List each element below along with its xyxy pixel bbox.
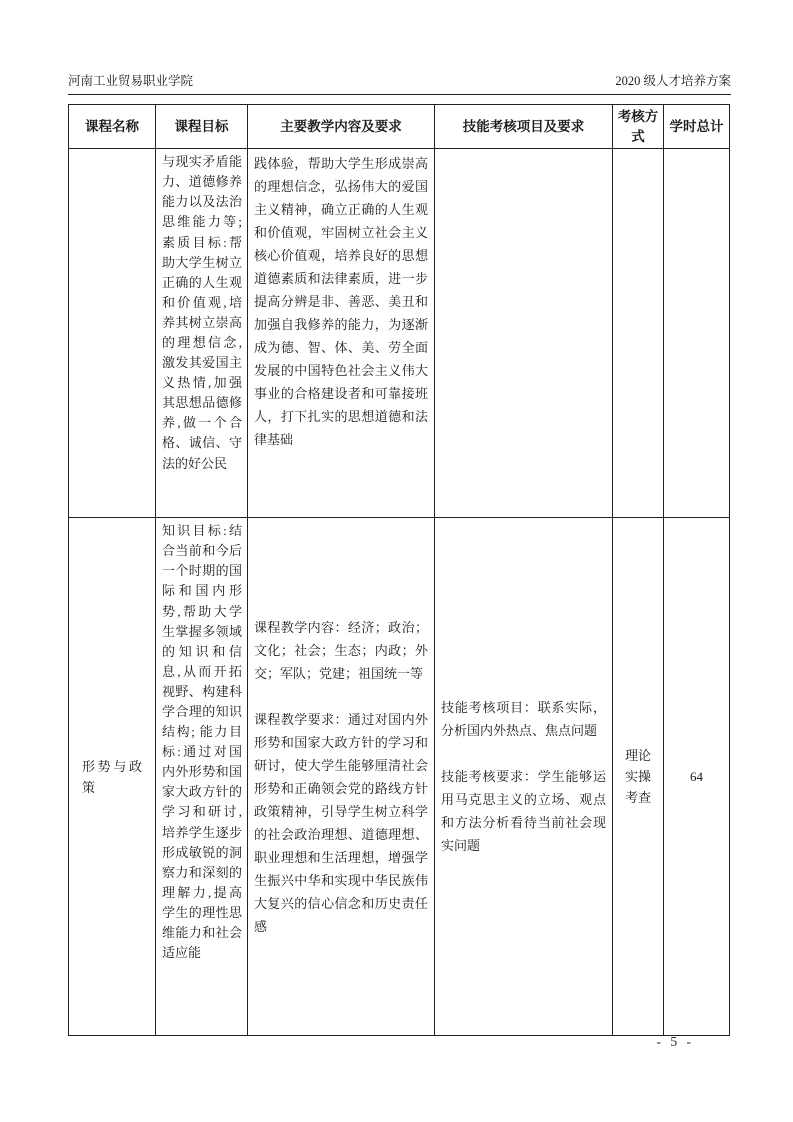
cell-skill-assessment	[435, 149, 613, 518]
method-line: 实操	[624, 769, 651, 785]
table-header-row	[69, 105, 730, 149]
cell-total-hours: 64	[664, 518, 730, 1036]
assessment-requirement-paragraph: 技能考核要求：学生能够运用马克思主义的立场、观点和方法分析看待当前社会现实问题	[441, 769, 606, 854]
header-plan-title: 2020 级人才培养方案	[615, 74, 731, 88]
column-header-total-hours: 学时总计	[664, 105, 730, 149]
page-number: - 5 -	[656, 1034, 694, 1049]
teaching-requirement-paragraph: 课程教学要求：通过对国内外形势和国家大政方针的学习和研讨，使大学生能够厘清社会形势和正确领会党的路线方针政策精神，引导学生树立科学的社会政治理想、道德理想、职业理想和生活理想，增强学生振兴中华和实现中华民族伟大复兴的信心信念和历史责任感	[254, 711, 428, 934]
teaching-content-paragraph: 课程教学内容：经济；政治；文化；社会；生态；内政；外交；军队；党建；祖国统一等	[254, 619, 428, 681]
cell-teaching-content	[248, 518, 435, 1036]
page-footer	[68, 1034, 731, 1050]
column-header-assessment-method: 考核方式	[613, 105, 664, 149]
column-header-skill-assessment: 技能考核项目及要求	[435, 105, 613, 149]
method-line: 考查	[624, 790, 651, 806]
header-rule	[68, 94, 731, 95]
table-row	[69, 149, 730, 518]
cell-total-hours	[664, 149, 730, 518]
assessment-item-paragraph: 技能考核项目：联系实际，分析国内外热点、焦点问题	[441, 700, 606, 739]
table-row	[69, 518, 730, 1036]
method-line: 理论	[624, 748, 651, 764]
cell-course-objectives: 与现实矛盾能力、道德修养能力以及法治思维能力等;素质目标:帮助大学生树立正确的人生观和价值观,培养其树立崇高的理想信念,激发其爱国主义热情,加强其思想品德修养,做一个合格、诚信、守法的好公民	[156, 149, 248, 518]
column-header-teaching-content: 主要教学内容及要求	[248, 105, 435, 149]
page-header	[68, 74, 731, 89]
cell-course-objectives: 知识目标:结合当前和今后一个时期的国际和国内形势,帮助大学生掌握多领域的知识和信息,从而开拓视野、构建科学合理的知识结构; 能力目标:通过对国内外形势和国家大政方针的学习和研讨,培养学生逐步形成敏锐的洞察力和深刻的理解力,提高学生的理性思维能力和社会适应能	[156, 518, 248, 1036]
cell-skill-assessment	[435, 518, 613, 1036]
teaching-content-paragraph: 践体验，帮助大学生形成崇高的理想信念，弘扬伟大的爱国主义精神，确立正确的人生观和价值观，牢固树立社会主义核心价值观，培养良好的思想道德素质和法律素质，进一步提高分辨是非、善恶、美丑和加强自我修养的能力，为逐渐成为德、智、体、美、劳全面发展的中国特色社会主义伟大事业的合格建设者和可靠接班人，打下扎实的思想道德和法律基础	[254, 156, 428, 448]
header-school-name: 河南工业贸易职业学院	[68, 74, 194, 88]
cell-assessment-method	[613, 149, 664, 518]
column-header-course-objectives: 课程目标	[156, 105, 248, 149]
cell-teaching-content	[248, 149, 435, 518]
cell-assessment-method	[613, 518, 664, 1036]
column-header-course-name: 课程名称	[69, 105, 156, 149]
cell-course-name	[69, 149, 156, 518]
cell-course-name: 形势与政策	[69, 518, 156, 1036]
curriculum-table	[68, 104, 730, 1036]
